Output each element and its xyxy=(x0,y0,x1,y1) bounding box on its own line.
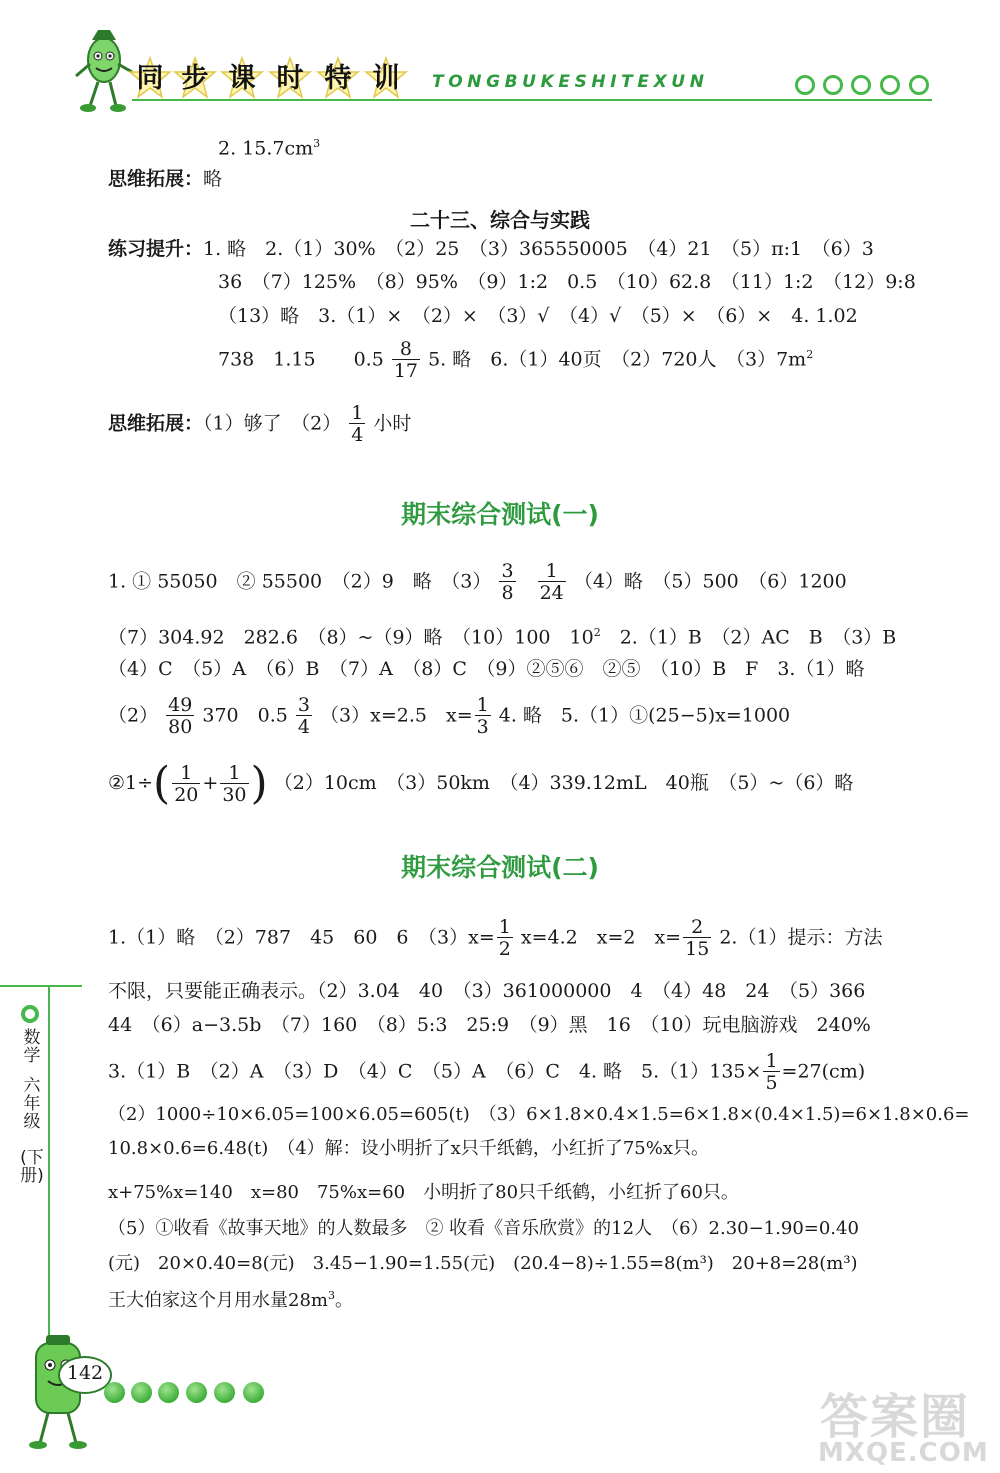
sidebar-subject: 数学 xyxy=(23,1028,41,1066)
answer-line: （2）1000÷10×6.05=100×6.05=605(t) （3）6×1.8×0.4×1.5=6×1.8×(0.4×1.5)=6×1.8×0.6= xyxy=(108,1104,970,1125)
header-circle-icon xyxy=(795,75,815,95)
answer-line: 王大伯家这个月用水量$28m^3$。 xyxy=(108,1289,353,1311)
header-title-char: 时 xyxy=(276,63,304,94)
answer-line: 不限，只要能正确表示。（2）3.04 40 （3）361000000 4 （4）48 24 （5）366 xyxy=(108,980,866,1002)
header-pinyin: TONGBUKESHITEXUN xyxy=(432,72,709,92)
watermark-logo: 答案圈 xyxy=(820,1389,971,1445)
watermark-url: MXQE.COM xyxy=(818,1438,989,1468)
answer-line: （13）略 3.（1）× （2）× （3）√ （4）√ （5）× （6）× 4. 1.02 xyxy=(218,305,858,327)
answer-line: （7）304.92 282.6 （8）~（9）略 （10）100 $10^2$ 2.（1）B （2）AC B （3）B xyxy=(108,626,897,649)
footer-circle-icon xyxy=(158,1382,179,1403)
footer-circle-icon xyxy=(214,1382,235,1403)
sidebar-top-rule xyxy=(0,985,82,987)
test1-title: 期末综合测试(一) xyxy=(401,500,599,529)
header-circle-icon xyxy=(880,75,900,95)
sidebar-rule xyxy=(48,985,50,1335)
header-circle-icon xyxy=(851,75,871,95)
page-number: 142 xyxy=(66,1362,104,1384)
pencil-mascot-icon xyxy=(70,30,136,116)
footer-circle-icon xyxy=(104,1382,125,1403)
answer-line: 2. $15.7cm^3$ xyxy=(218,137,321,160)
header-title-char: 同 xyxy=(136,63,164,94)
footer-circle-icon xyxy=(131,1382,152,1403)
answer-line: （5）①收看《故事天地》的人数最多 ② 收看《音乐欣赏》的12人 （6）2.30−1.90=0.40 xyxy=(108,1218,859,1239)
test2-title: 期末综合测试(二) xyxy=(401,853,599,882)
answer-line: 10.8×0.6=6.48(t) （4）解：设小明折了x只千纸鹤，小红折了75%x只。 xyxy=(108,1138,709,1159)
header-title-char: 特 xyxy=(324,63,352,94)
answer-line: ②1÷( $\frac{1}{20}$ + $\frac{1}{30}$ ) （2）10cm （3）50km （4）339.12mL 40瓶 （5）~（6）略 xyxy=(108,758,854,809)
answer-line: 1.（1）略 （2）787 45 60 6 （3）x= $\frac{1}{2}$ x=4.2 x=2 x= $\frac{2}{15}$ 2.（1）提示：方法 xyxy=(108,916,883,960)
header-circle-icon xyxy=(823,75,843,95)
answer-line: （2） $\frac{49}{80}$ 370 0.5 $\frac{3}{4}$ （3）x=2.5 x= $\frac{1}{3}$ 4. 略 5.（1）①(25−5)x=1000 xyxy=(108,694,791,738)
header-title-char: 课 xyxy=(228,63,256,94)
answer-line: 1. ① 55050 ② 55500 （2）9 略 （3） $\frac{3}{8}$ $\frac{1}{24}$ （4）略 （5）500 （6）1200 xyxy=(108,560,847,604)
sidebar-grade: 六年级 xyxy=(23,1076,41,1132)
footer-circle-icon xyxy=(243,1382,264,1403)
answer-line: x+75%x=140 x=80 75%x=60 小明折了80只千纸鹤，小红折了60只。 xyxy=(108,1182,739,1203)
header xyxy=(0,0,1000,120)
battery-mascot-icon xyxy=(18,1335,108,1455)
sidebar-circle-icon xyxy=(21,1005,39,1023)
answer-line: 738 1.15 0.5 $\frac{8}{17}$ 5. 略 6.（1）40页 （2）720人 $(3)7m^2$ xyxy=(218,338,814,382)
answer-line: 3.（1）B （2）A （3）D （4）C （5）A （6）C 4. 略 5.（1）135× $\frac{1}{5}$ =27(cm) xyxy=(108,1050,866,1094)
answer-line: 思维拓展：（1）够了 （2） $\frac{1}{4}$ 小时 xyxy=(108,402,412,446)
header-title-char: 步 xyxy=(181,63,209,94)
answer-line: 思维拓展：略 xyxy=(108,168,223,190)
answer-line: 44 （6）a−3.5b （7）160 （8）5:3 25:9 （9）黑 16 （10）玩电脑游戏 240% xyxy=(108,1014,871,1036)
header-title-char: 训 xyxy=(372,63,400,94)
section-heading: 二十三、综合与实践 xyxy=(410,208,590,232)
answer-line: (元) 20×0.40=8(元) 3.45−1.90=1.55(元) (20.4−8)÷1.55=8(m³) 20+8=28(m³) xyxy=(108,1253,858,1274)
answer-line: （4）C （5）A （6）B （7）A （8）C （9）②⑤⑥ ②⑤ （10）B F 3.（1）略 xyxy=(108,658,865,680)
answer-line: 练习提升：1. 略 2.（1）30% （2）25 （3）365550005 （4）21 （5）π:1 （6）3 xyxy=(108,238,874,260)
sidebar-volume: (下册) xyxy=(20,1148,44,1186)
footer-circle-icon xyxy=(186,1382,207,1403)
answer-line: 36 （7）125% （8）95% （9）1:2 0.5 （10）62.8 （11）1:2 （12）9:8 xyxy=(218,271,916,293)
header-circle-icon xyxy=(909,75,929,95)
header-rule xyxy=(132,99,932,101)
